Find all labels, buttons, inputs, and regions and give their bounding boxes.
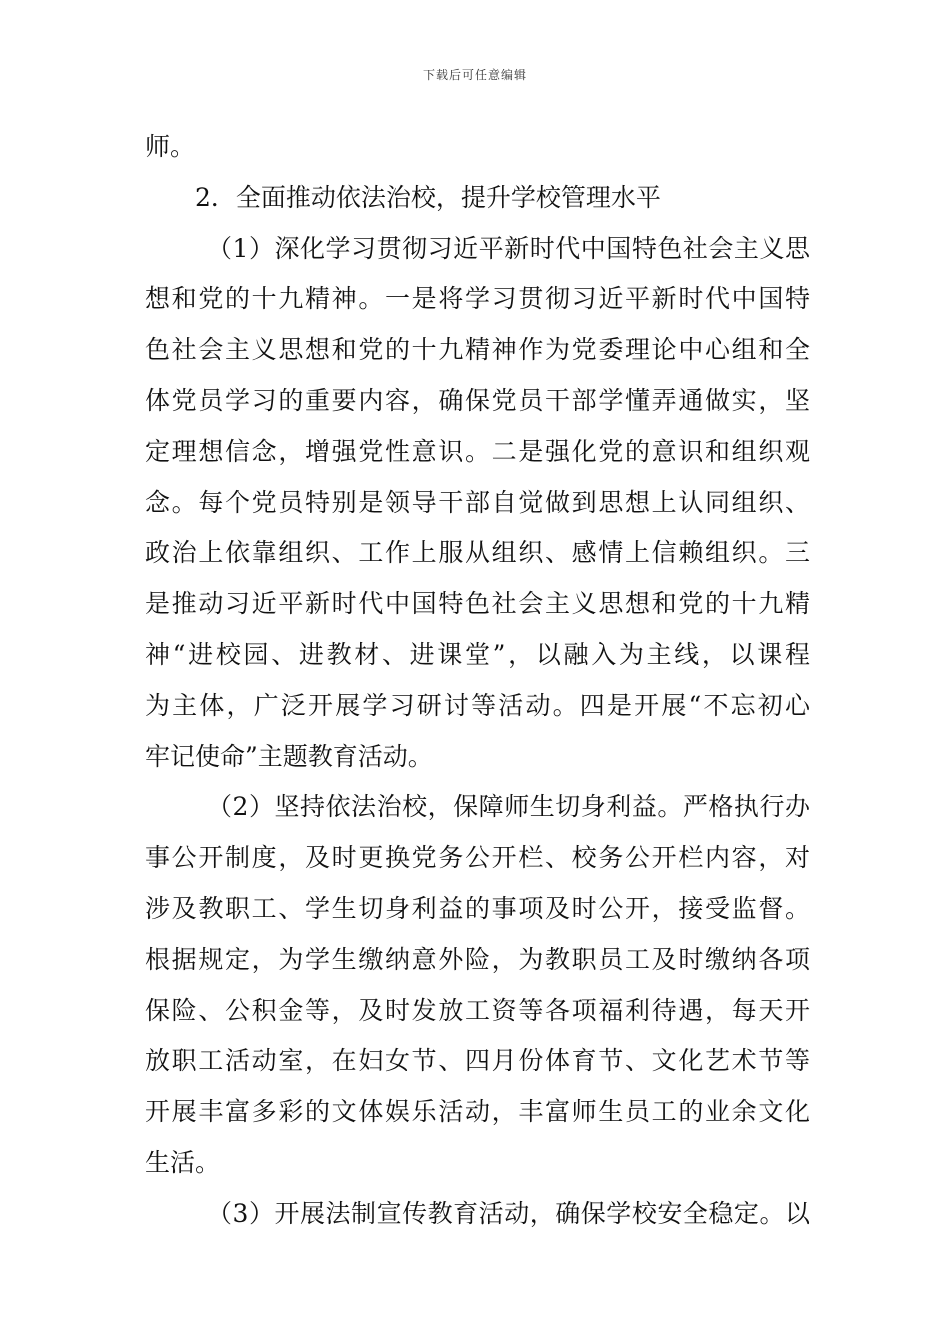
text-line: 根据规定，为学生缴纳意外险，为教职员工及时缴纳各项 (145, 944, 810, 974)
paragraph-start: （1）深化学习贯彻习近平新时代中国特色社会主义思 (207, 233, 810, 263)
text-line: 涉及教职工、学生切身利益的事项及时公开，接受监督。 (145, 893, 810, 923)
text-line: 生活。 (145, 1147, 221, 1177)
paragraph-start: （3）开展法制宣传教育活动，确保学校安全稳定。以 (207, 1198, 810, 1228)
text-line: 师。 (145, 132, 196, 161)
section-heading: 2．全面推动依法治校，提升学校管理水平 (195, 182, 661, 212)
text-line: 为主体，广泛开展学习研讨等活动。四是开展“不忘初心 (145, 690, 810, 720)
text-line: 是推动习近平新时代中国特色社会主义思想和党的十九精 (145, 589, 810, 619)
paragraph-start: （2）坚持依法治校，保障师生切身利益。严格执行办 (207, 792, 810, 822)
text-line: 体党员学习的重要内容，确保党员干部学懂弄通做实，坚 (145, 385, 810, 415)
text-line: 神“进校园、进教材、进课堂”，以融入为主线，以课程 (145, 639, 810, 669)
page-header: 下载后可任意编辑 (422, 68, 527, 82)
text-line: 政治上依靠组织、工作上服从组织、感情上信赖组织。三 (145, 538, 810, 568)
text-line: 保险、公积金等，及时发放工资等各项福利待遇，每天开 (145, 995, 810, 1025)
document-body (145, 122, 810, 1240)
text-line: 开展丰富多彩的文体娱乐活动，丰富师生员工的业余文化 (145, 1097, 810, 1127)
text-line: 想和党的十九精神。一是将学习贯彻习近平新时代中国特 (145, 284, 810, 314)
text-line: 念。每个党员特别是领导干部自觉做到思想上认同组织、 (145, 487, 810, 517)
text-line: 定理想信念，增强党性意识。二是强化党的意识和组织观 (145, 436, 810, 466)
text-line: 放职工活动室，在妇女节、四月份体育节、文化艺术节等 (145, 1046, 810, 1076)
text-line: 牢记使命”主题教育活动。 (145, 741, 433, 771)
text-line: 色社会主义思想和党的十九精神作为党委理论中心组和全 (145, 335, 810, 365)
text-line: 事公开制度，及时更换党务公开栏、校务公开栏内容，对 (145, 843, 810, 873)
